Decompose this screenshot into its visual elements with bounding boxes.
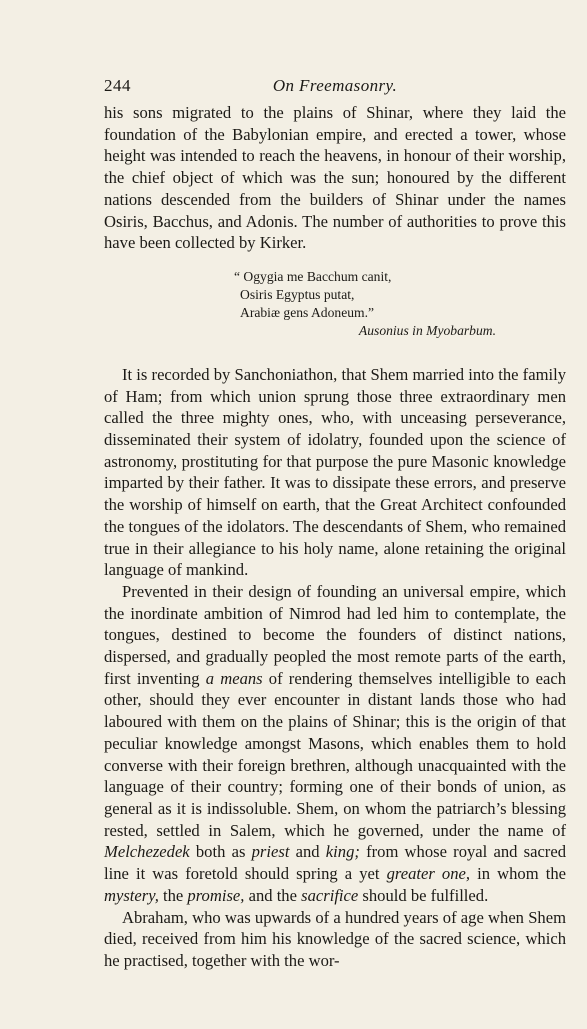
text-run: of rendering themselves intelligible to each other, should they ever encounter in distant lands those who had laboured with them on the plains of Shinar; this is the origin of that peculiar knowledge amongst Masons, which enables them to hold converse with their foreign brethren, although unacquainted with the language of their country; forming one of their bonds of union, as general as it is indissoluble. Shem, on whom the patriarch’s blessing rested, settled in Salem, which he governed, under the name of <box>104 668 566 840</box>
running-head: On Freemasonry. <box>272 76 398 95</box>
quote-line-1: “ Ogygia me Bacchum canit, <box>234 268 392 284</box>
emphasis-text: king; <box>325 842 360 862</box>
emphasis-text: a means <box>205 668 263 688</box>
paragraph-shinar: his sons migrated to the plains of Shinar, where they laid the foundation of the Babylonian empire, and erected a tower, whose height was intended to reach the heavens, in honour of their worship, the chief object of which was the sun; honoured by the different nations descended from the builders of Shinar under the names Osiris, Bacchus, and Adonis. The number of authorities to prove this have been collected by Kirker. <box>104 103 566 253</box>
text-run: should be fulfilled. <box>358 885 489 905</box>
text-run: in whom the <box>470 864 566 884</box>
emphasis-text: greater one, <box>386 864 471 884</box>
page-number: 244 <box>104 76 131 95</box>
paragraph-abraham: Abraham, who was upwards of a hundred years of age when Shem died, received from him his knowledge of the sacred science, which he practised, together with the wor- <box>104 907 566 970</box>
text-run: the <box>158 885 188 905</box>
text-run: both as <box>189 842 252 862</box>
paragraph-tongues <box>104 581 566 907</box>
quote-line-2: Osiris Egyptus putat, <box>240 286 355 302</box>
emphasis-text: promise, <box>187 885 245 905</box>
text-run: and <box>289 842 326 862</box>
page-header <box>104 76 566 102</box>
emphasis-text: Melchezedek <box>104 842 190 862</box>
emphasis-text: mystery, <box>104 885 159 905</box>
paragraph-sanchoniathon: It is recorded by Sanchoniathon, that Shem married into the family of Ham; from which union sprung those three extraordinary men called the three mighty ones, who, with unceasing perseverance, disseminated their system of idolatry, founded upon the science of astronomy, prostituting for that purpose the pure Masonic knowledge imparted by their father. It was to dissipate these errors, and preserve the worship of himself on earth, that the Great Architect confounded the tongues of the idolators. The descendants of Shem, who remained true in their allegiance to his holy name, alone retaining the original language of mankind. <box>104 364 566 580</box>
quote-attribution: Ausonius in Myobarbum. <box>358 322 496 338</box>
book-page <box>104 76 566 972</box>
quote-line-3: Arabiæ gens Adoneum.” <box>240 304 375 320</box>
emphasis-text: priest <box>251 842 290 862</box>
emphasis-text: sacrifice <box>301 885 359 905</box>
paragraph-gap <box>104 350 566 364</box>
latin-quotation <box>104 268 566 340</box>
text-run: from whose royal and sacred line it was foretold should spring a yet <box>104 842 566 884</box>
text-run: Prevented in their design of founding an universal empire, which the inordinate ambition of Nimrod had led him to contemplate, the tongues, destined to become the founders of distinct nations, dispersed, and gradually peopled the most remote parts of the earth, first inventing <box>104 581 566 688</box>
text-run: and the <box>244 885 302 905</box>
